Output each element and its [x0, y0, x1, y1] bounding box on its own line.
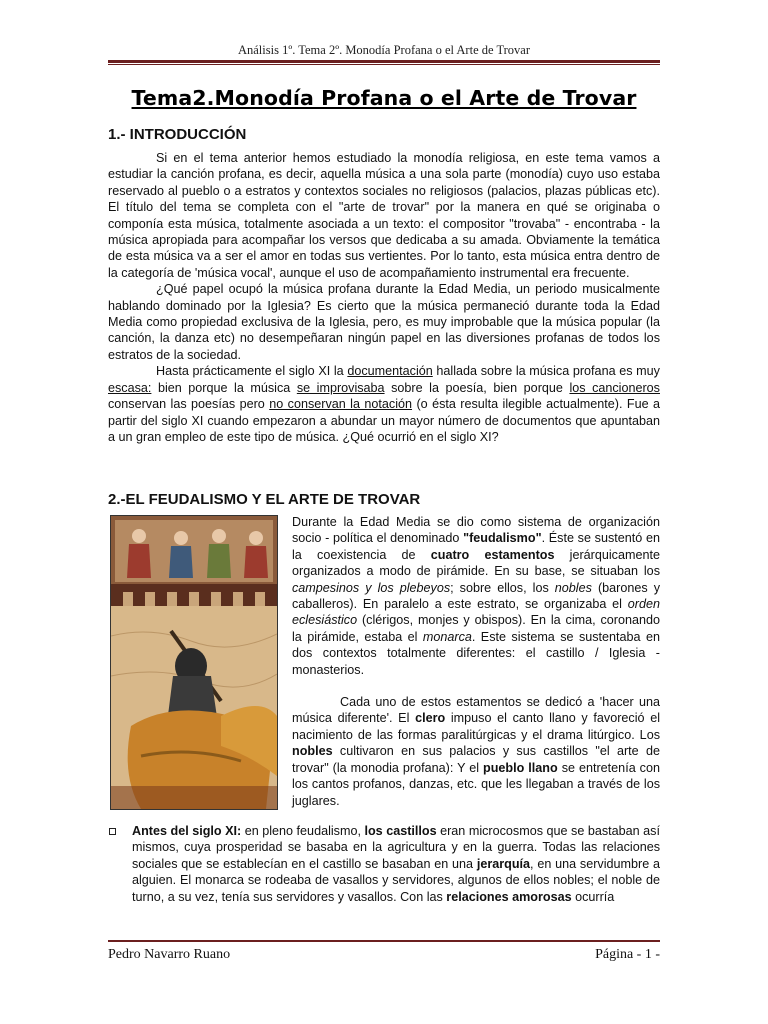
- feudalismo-paragraph-1: [292, 514, 660, 678]
- text-run: Cada uno de estos estamentos se dedicó a 'hacer una música diferente'. El: [292, 695, 660, 726]
- italic-text: orden eclesiástico: [292, 597, 660, 628]
- text-run: ocurría: [571, 889, 615, 904]
- medieval-miniature-image: [110, 515, 278, 810]
- text-run: cultivaron en sus palacios y sus castillos "el arte de trovar" (la monodia profana): Y el: [292, 744, 660, 775]
- header-rule: [108, 60, 660, 63]
- bold-text: pueblo llano: [483, 760, 558, 775]
- text-run: . Éste se sustentó en la coexistencia de: [292, 531, 660, 562]
- intro-paragraph-2: ¿Qué papel ocupó la música profana durante la Edad Media, un periodo musicalmente hablando dominado por la Iglesia? Es cierto que la música permaneció durante toda la Edad Media como propiedad exclusiva de la Iglesia, pero, es muy improbable que la música popular (la canción, la danza etc) no desempeñaran ningún papel en las diversiones profanas de todos los estratos de la sociedad.: [108, 282, 660, 362]
- text-run: Hasta prácticamente el siglo XI la: [156, 364, 348, 379]
- text-run: se entretenía con los cantos profanos, danzas, etc. que les llegaban a través de los juglares.: [292, 760, 660, 808]
- text-run: impuso el canto llano y favoreció el nacimiento de las formas paralitúrgicas y el drama litúrgico. Los: [292, 711, 660, 742]
- text-run: (o ésta resulta ilegible actualmente). Fue a partir del siglo XI cuando empezaron a abundar un mayor número de documentos que apuntaban a un gran empleo de este tipo de música. ¿Qué ocurrió en el siglo XI?: [108, 397, 661, 444]
- text-run: . Este sistema se sustentaba en dos contextos totalmente diferentes: el castillo / Iglesia - monasterios.: [292, 629, 660, 677]
- bullet-paragraph: [132, 823, 660, 905]
- introduccion-body: [108, 150, 660, 445]
- feudalismo-body: [292, 514, 660, 809]
- underlined-text: no conservan la notación: [269, 397, 413, 412]
- footer-page-number: Página - 1 -: [595, 947, 660, 962]
- section-heading-feudalismo: 2.-EL FEUDALISMO Y EL ARTE DE TROVAR: [108, 491, 421, 508]
- underlined-text: se improvisaba: [296, 380, 385, 395]
- text-run: Durante la Edad Media se dio como sistema de organización socio - política el denominado: [292, 515, 660, 546]
- section-heading-introduccion: 1.- INTRODUCCIÓN: [108, 126, 247, 143]
- document-title: Tema2.Monodía Profana o el Arte de Trovar: [131, 86, 637, 110]
- text-run: jerárquicamente organizados a modo de pirámide. En su base, se situaban los: [292, 547, 660, 579]
- bold-text: cuatro estamentos: [430, 547, 555, 562]
- feudalismo-paragraph-2: [292, 694, 660, 809]
- text-run: bien porque la música: [151, 380, 297, 395]
- bold-text: Antes del siglo XI:: [132, 824, 242, 838]
- text-run: eran microcosmos que se bastaban así mismos, cuya prosperidad se basaba en la agricultura y en la guerra. Todas las relaciones sociales que se establecían en el castillo se basaban en una: [132, 824, 660, 871]
- bullet-antes-siglo-xi: [132, 823, 660, 905]
- underlined-text: documentación: [347, 364, 433, 379]
- footer-author: Pedro Navarro Ruano: [108, 947, 231, 962]
- text-run: sobre la poesía, bien porque: [384, 380, 570, 395]
- bold-text: "feudalismo": [463, 531, 542, 546]
- square-bullet-icon: [109, 828, 116, 835]
- text-run: conservan las poesías pero: [108, 397, 270, 412]
- bold-text: los castillos: [364, 824, 437, 838]
- bold-text: nobles: [292, 744, 333, 759]
- text-run: hallada sobre la música profana es muy: [432, 364, 660, 379]
- intro-paragraph-3: [108, 363, 660, 445]
- miniature-illustration: [111, 516, 277, 809]
- italic-text: nobles: [554, 580, 592, 595]
- bold-text: jerarquía: [476, 856, 531, 871]
- running-header: Análisis 1º. Tema 2º. Monodía Profana o el Arte de Trovar: [237, 43, 531, 57]
- text-run: (barones y caballeros). En paralelo a este estrato, se organizaba el: [292, 580, 660, 612]
- underlined-text: escasa:: [108, 380, 152, 395]
- italic-text: monarca: [422, 629, 472, 644]
- footer-rule: [108, 940, 660, 942]
- header-rule-thin: [108, 64, 660, 65]
- italic-text: campesinos y los plebeyos: [292, 580, 451, 595]
- intro-paragraph-1: Si en el tema anterior hemos estudiado la monodía religiosa, en este tema vamos a estudiar la canción profana, es decir, aquella música a una sola parte (monodía) cuyo uso estaba reservado al pueblo o a estratos y contextos sociales no religiosos (palacios, plazas públicas etc). El título del tema se completa con el "arte de trovar" por la manera en qué se originaba o componía esta música, totalmente asociada a un texto: el compositor "trovaba" - encontraba - la música apropiada para acompañar los versos que dedicaba a su amada. Obviamente la temática de esta música va a ser el amor en todas sus vertientes. Por lo tanto, esta música entra dentro de la categoría de 'música vocal', aunque el uso de acompañamiento instrumental era frecuente.: [108, 151, 660, 280]
- bold-text: clero: [415, 711, 446, 726]
- bold-text: relaciones amorosas: [446, 889, 572, 904]
- text-run: ; sobre ellos, los: [450, 580, 555, 595]
- text-run: en pleno feudalismo,: [241, 824, 365, 838]
- text-run: (clérigos, monjes y obispos). En la cima, coronando la pirámide, estaba el: [292, 613, 660, 644]
- text-run: , en una servidumbre a alguien. El monarca se rodeaba de vasallos y servidores, algunos de ellos nobles; el noble de turno, a su vez, tenía sus servidores y vasallos. Con las: [132, 856, 660, 904]
- underlined-text: los cancioneros: [569, 380, 660, 395]
